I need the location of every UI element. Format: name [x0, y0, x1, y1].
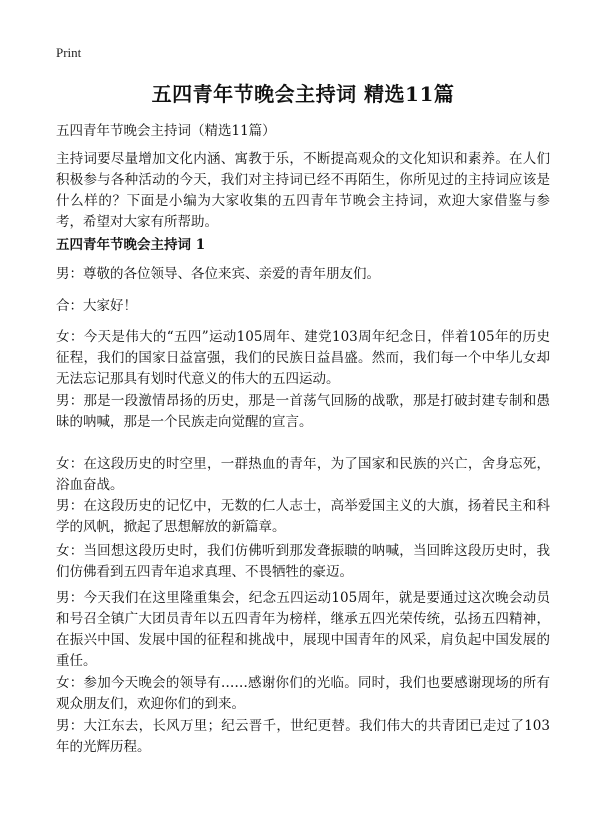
- section-heading: 五四青年节晚会主持词 1: [56, 237, 206, 253]
- document-title: 五四青年节晚会主持词 精选11篇: [151, 82, 455, 106]
- dialogue-paragraph: 男：尊敬的各位领导、各位来宾、亲爱的青年朋友们。: [56, 266, 380, 282]
- dialogue-paragraph: 男：今天我们在这里隆重集会，纪念五四运动105周年，就是要通过这次晚会动员和号召全镇广大团员青年以五四青年为榜样，继承五四光荣传统，弘扬五四精神，在振兴中国、发展中国的征程和挑战中，展现中国青年的风采，肩负起中国发展的重任。: [56, 590, 550, 669]
- dialogue-paragraph: 男：在这段历史的记忆中，无数的仁人志士，高举爱国主义的大旗，扬着民主和科学的风帆，掀起了思想解放的新篇章。: [56, 498, 550, 535]
- document-subtitle: 五四青年节晚会主持词（精选11篇）: [56, 123, 276, 139]
- print-label: Print: [56, 45, 82, 60]
- intro-paragraph: 主持词要尽量增加文化内涵、寓教于乐，不断提高观众的文化知识和素养。在人们积极参与各种活动的今天，我们对主持词已经不再陌生，你所见过的主持词应该是什么样的？下面是小编为大家收集的五四青年节晚会主持词，欢迎大家借鉴与参考，希望对大家有所帮助。: [56, 151, 550, 230]
- dialogue-paragraph: 女：在这段历史的时空里，一群热血的青年，为了国家和民族的兴亡，舍身忘死，浴血奋战。: [56, 456, 550, 493]
- dialogue-paragraph: 女：参加今天晚会的领导有……感谢你们的光临。同时，我们也要感谢现场的所有观众朋友们，欢迎你们的到来。: [56, 675, 550, 712]
- dialogue-paragraph: 男：那是一段激情昂扬的历史，那是一首荡气回肠的战歌，那是打破封建专制和愚昧的呐喊，那是一个民族走向觉醒的宣言。: [56, 393, 550, 430]
- dialogue-paragraph: 合：大家好！: [56, 298, 137, 314]
- dialogue-paragraph: 女：当回想这段历史时，我们仿佛听到那发聋振聩的呐喊，当回眸这段历史时，我们仿佛看到五四青年追求真理、不畏牺牲的豪迈。: [56, 543, 550, 580]
- dialogue-paragraph: 男：大江东去，长风万里；纪云晋千，世纪更替。我们伟大的共青团已走过了103年的光辉历程。: [56, 718, 550, 755]
- dialogue-paragraph: 女：今天是伟大的“五四”运动105周年、建党103周年纪念日，伴着105年的历史征程，我们的国家日益富强，我们的民族日益昌盛。然而，我们每一个中华儿女却无法忘记那具有划时代意义的伟大的五四运动。: [56, 329, 550, 387]
